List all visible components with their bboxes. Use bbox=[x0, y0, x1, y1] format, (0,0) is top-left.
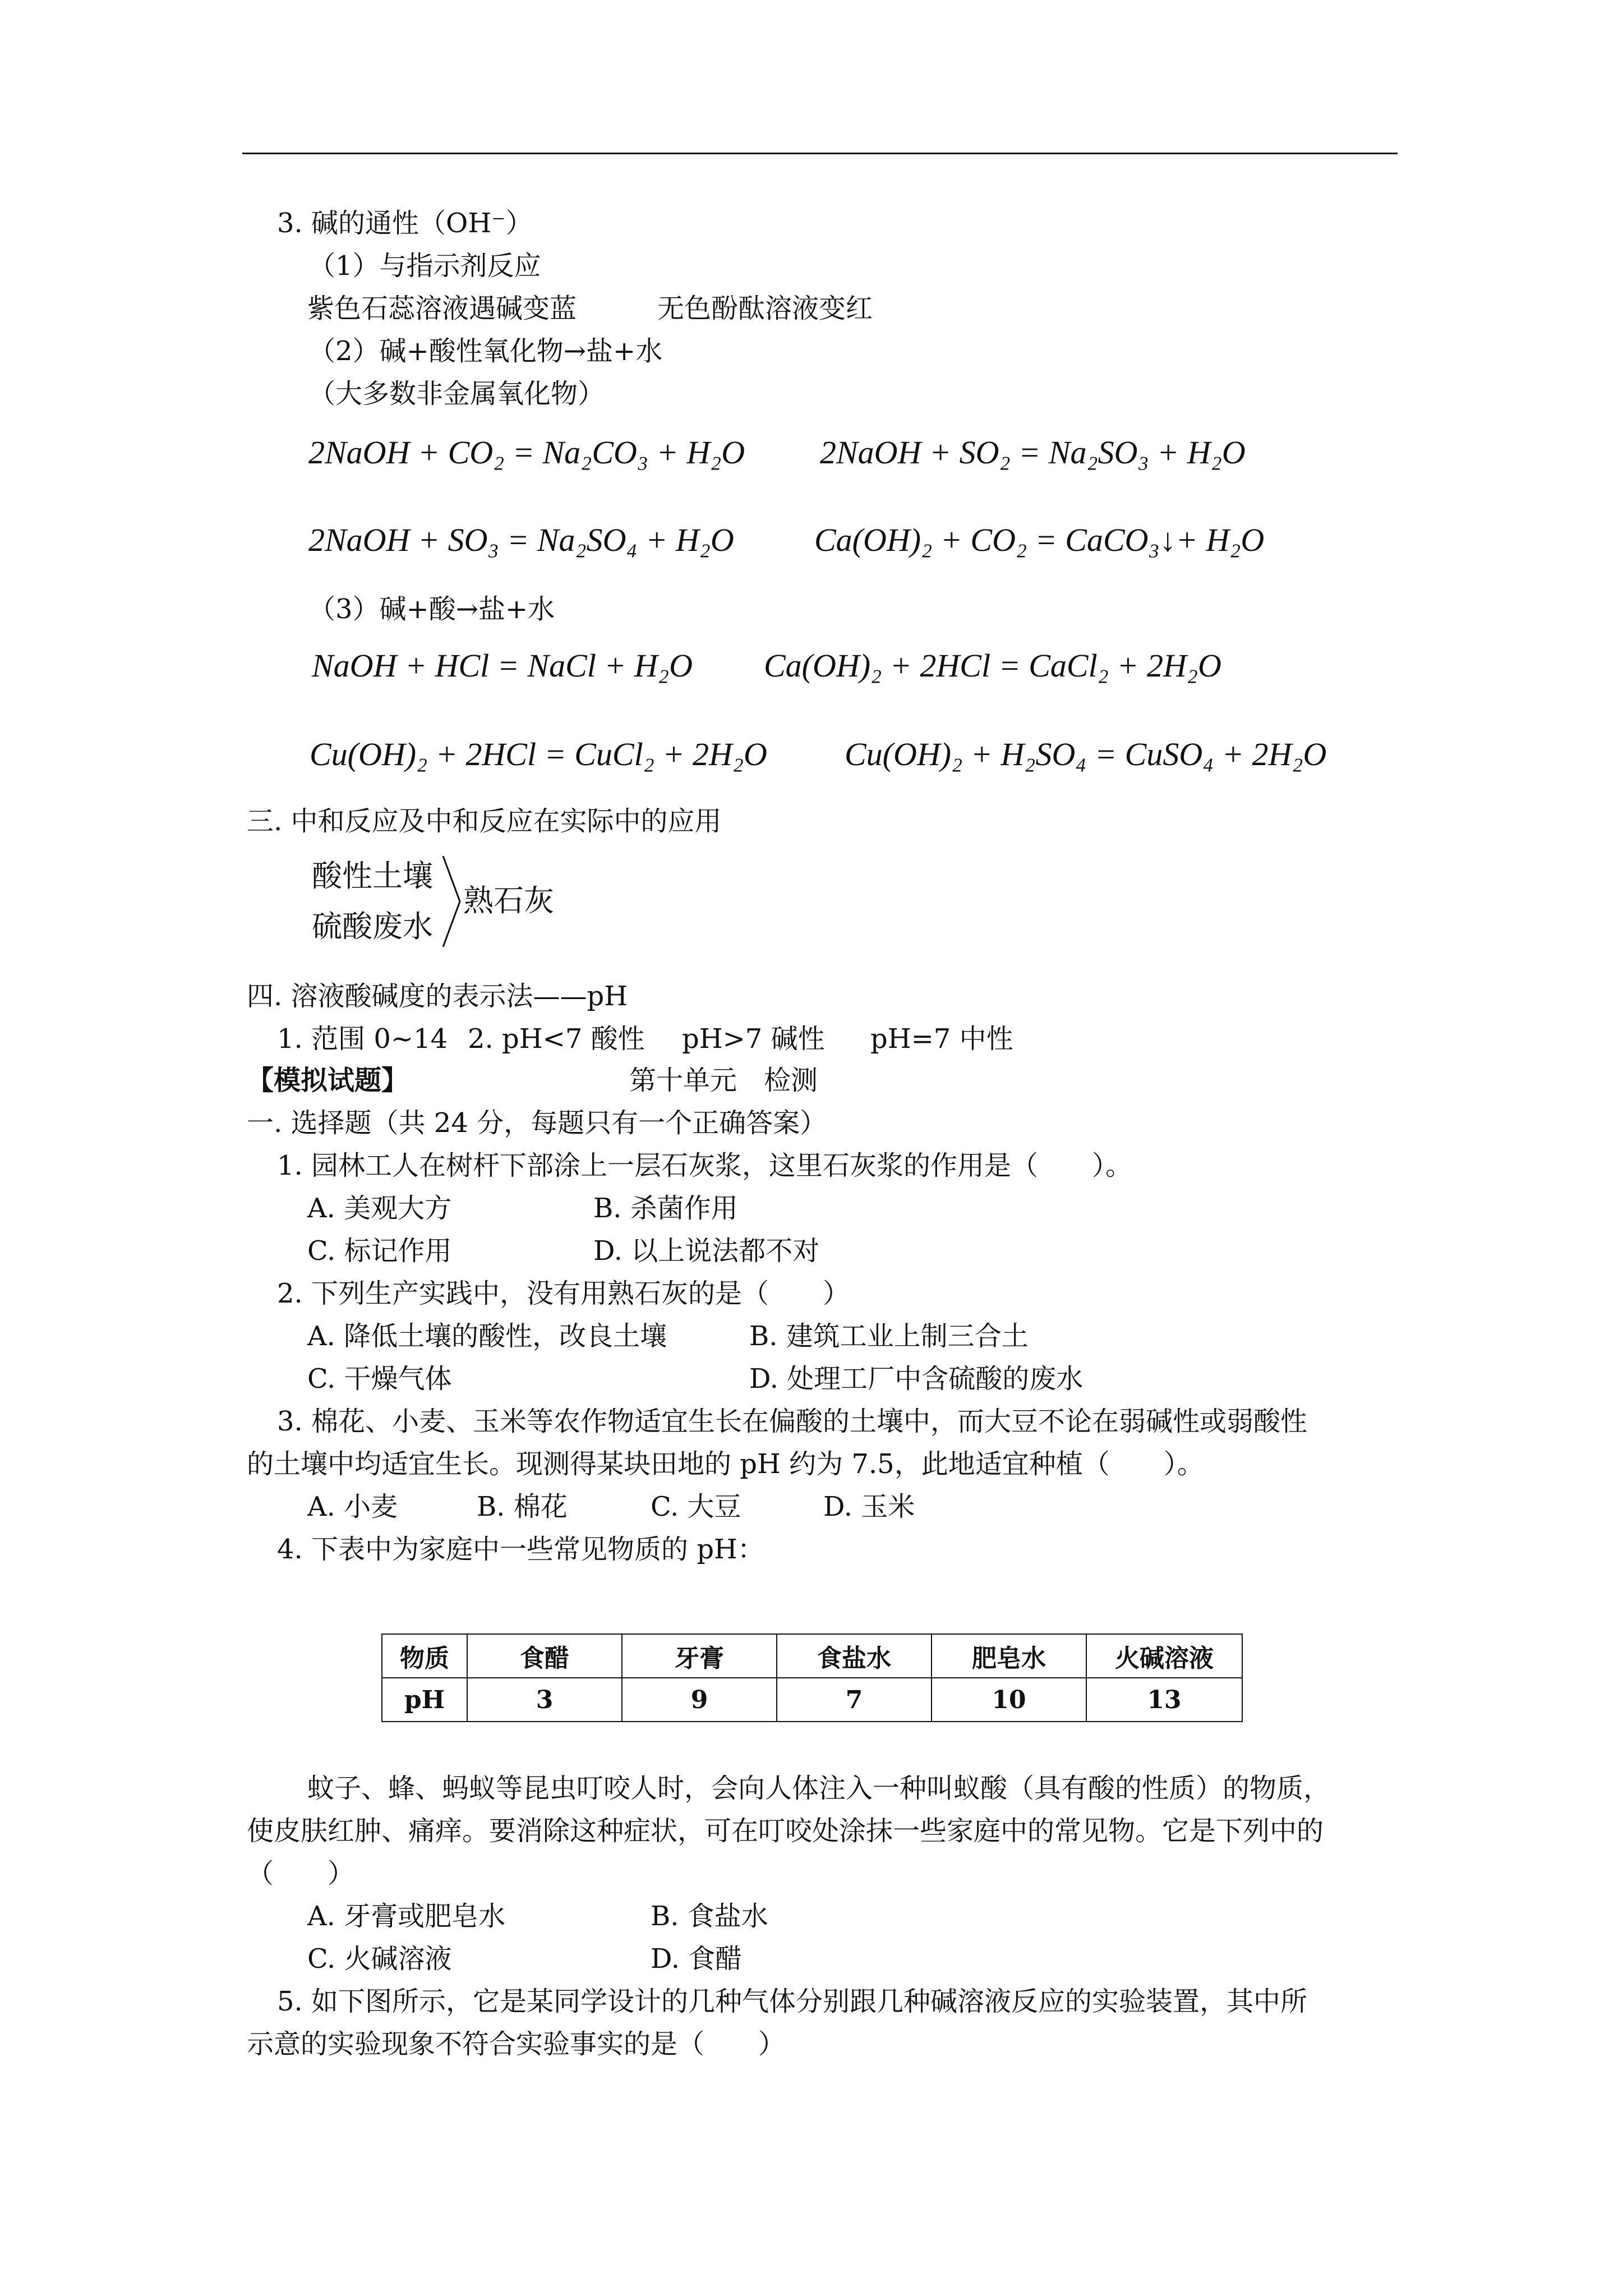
question-4-paragraph-line-3: （ ） bbox=[247, 1858, 355, 1889]
table-header-cell: 食盐水 bbox=[777, 1634, 932, 1678]
question-2-option-b: B. 建筑工业上制三合土 bbox=[749, 1320, 1029, 1352]
table-row bbox=[382, 1678, 1242, 1722]
section-four-heading: 四. 溶液酸碱度的表示法——pH bbox=[247, 981, 628, 1012]
ph-basic-text: pH>7 碱性 bbox=[682, 1023, 825, 1055]
question-4-paragraph-line-2: 使皮肤红肿、痛痒。要消除这种症状，可在叮咬处涂抹一些家庭中的常见物。它是下列中的 bbox=[247, 1815, 1324, 1847]
question-4: 4. 下表中为家庭中一些常见物质的 pH： bbox=[277, 1534, 764, 1565]
question-5-line-1: 5. 如下图所示，它是某同学设计的几种气体分别跟几种碱溶液反应的实验装置，其中所 bbox=[277, 1986, 1308, 2017]
sulfuric-waste-label: 硫酸废水 bbox=[312, 909, 433, 944]
table-cell: pH bbox=[382, 1678, 467, 1722]
equation-caoh2-co2: Ca(OH)₂ + CO₂ = CaCO₃↓+ H₂O bbox=[814, 522, 1265, 558]
base-properties-heading: 3. 碱的通性（OH⁻） bbox=[277, 208, 533, 239]
question-1-option-c: C. 标记作用 bbox=[307, 1235, 452, 1267]
equation-naoh-hcl: NaOH + HCl = NaCl + H₂O bbox=[312, 647, 693, 684]
base-acid-heading: （3）碱+酸→盐+水 bbox=[308, 593, 555, 625]
table-cell: 3 bbox=[467, 1678, 622, 1722]
table-header-cell: 火碱溶液 bbox=[1086, 1634, 1242, 1678]
indicator-reaction-heading: （1）与指示剂反应 bbox=[308, 250, 541, 282]
question-4-paragraph-line-1: 蚊子、蜂、蚂蚁等昆虫叮咬人时，会向人体注入一种叫蚁酸（具有酸的性质）的物质， bbox=[307, 1773, 1331, 1804]
table-header-cell: 肥皂水 bbox=[932, 1634, 1086, 1678]
litmus-text: 紫色石蕊溶液遇碱变蓝 bbox=[307, 293, 577, 324]
table-header-cell: 食醋 bbox=[467, 1634, 622, 1678]
question-5-line-2: 示意的实验现象不符合实验事实的是（ ） bbox=[247, 2028, 786, 2060]
question-1-option-d: D. 以上说法都不对 bbox=[593, 1235, 820, 1267]
header-rule bbox=[242, 153, 1398, 154]
slaked-lime-label: 熟石灰 bbox=[463, 883, 554, 918]
table-header-cell: 牙膏 bbox=[622, 1634, 777, 1678]
question-4-option-d: D. 食醋 bbox=[651, 1943, 743, 1975]
question-3-option-b: B. 棉花 bbox=[477, 1491, 568, 1522]
acidic-oxide-heading: （2）碱+酸性氧化物→盐+水 bbox=[308, 335, 663, 367]
question-2: 2. 下列生产实践中，没有用熟石灰的是（ ） bbox=[277, 1278, 850, 1309]
unit-test-title: 第十单元 检测 bbox=[629, 1065, 818, 1096]
section-three-heading: 三. 中和反应及中和反应在实际中的应用 bbox=[247, 806, 722, 837]
question-2-option-c: C. 干燥气体 bbox=[307, 1363, 452, 1395]
question-4-option-a: A. 牙膏或肥皂水 bbox=[307, 1901, 506, 1932]
question-3-option-a: A. 小麦 bbox=[307, 1491, 398, 1522]
ph-acidic-text: 2. pH<7 酸性 bbox=[468, 1023, 645, 1055]
table-header-cell: 物质 bbox=[382, 1634, 467, 1678]
question-1: 1. 园林工人在树杆下部涂上一层石灰浆，这里石灰浆的作用是（ ）。 bbox=[277, 1150, 1133, 1181]
equation-naoh-so2: 2NaOH + SO₂ = Na₂SO₃ + H₂O bbox=[820, 434, 1246, 471]
question-1-option-b: B. 杀菌作用 bbox=[593, 1193, 738, 1224]
question-3-line-2: 的土壤中均适宜生长。现测得某块田地的 pH 约为 7.5，此地适宜种植（ ）。 bbox=[247, 1448, 1204, 1480]
equation-cuoh2-h2so4: Cu(OH)₂ + H₂SO₄ = CuSO₄ + 2H₂O bbox=[845, 736, 1327, 772]
question-3-line-1: 3. 棉花、小麦、玉米等农作物适宜生长在偏酸的土壤中，而大豆不论在弱碱性或弱酸性 bbox=[277, 1406, 1308, 1437]
equation-cuoh2-hcl: Cu(OH)₂ + 2HCl = CuCl₂ + 2H₂O bbox=[310, 736, 767, 772]
table-cell: 7 bbox=[777, 1678, 932, 1722]
ph-neutral-text: pH=7 中性 bbox=[870, 1023, 1013, 1055]
acid-soil-label: 酸性土壤 bbox=[312, 858, 433, 894]
question-2-option-a: A. 降低土壤的酸性，改良土壤 bbox=[307, 1320, 667, 1352]
question-3-option-c: C. 大豆 bbox=[651, 1491, 741, 1522]
table-cell: 10 bbox=[932, 1678, 1086, 1722]
question-4-option-c: C. 火碱溶液 bbox=[307, 1943, 452, 1975]
mock-test-heading: 【模拟试题】 bbox=[247, 1065, 409, 1096]
ph-range-text: 1. 范围 0~14 bbox=[277, 1023, 448, 1055]
equation-naoh-co2: 2NaOH + CO₂ = Na₂CO₃ + H₂O bbox=[308, 434, 745, 471]
equation-naoh-so3: 2NaOH + SO₃ = Na₂SO₄ + H₂O bbox=[308, 522, 734, 558]
table-cell: 13 bbox=[1086, 1678, 1242, 1722]
question-4-option-b: B. 食盐水 bbox=[651, 1901, 768, 1932]
table-row bbox=[382, 1634, 1242, 1678]
nonmetal-oxide-note: （大多数非金属氧化物） bbox=[308, 378, 605, 409]
grouping-brace bbox=[441, 854, 463, 949]
question-1-option-a: A. 美观大方 bbox=[307, 1193, 452, 1224]
table-cell: 9 bbox=[622, 1678, 777, 1722]
phenolphthalein-text: 无色酚酞溶液变红 bbox=[657, 293, 873, 324]
ph-table bbox=[381, 1634, 1243, 1722]
question-3-option-d: D. 玉米 bbox=[823, 1491, 915, 1522]
equation-caoh2-hcl: Ca(OH)₂ + 2HCl = CaCl₂ + 2H₂O bbox=[764, 647, 1221, 684]
question-2-option-d: D. 处理工厂中含硫酸的废水 bbox=[749, 1363, 1083, 1395]
multiple-choice-heading: 一. 选择题（共 24 分，每题只有一个正确答案） bbox=[247, 1107, 827, 1139]
